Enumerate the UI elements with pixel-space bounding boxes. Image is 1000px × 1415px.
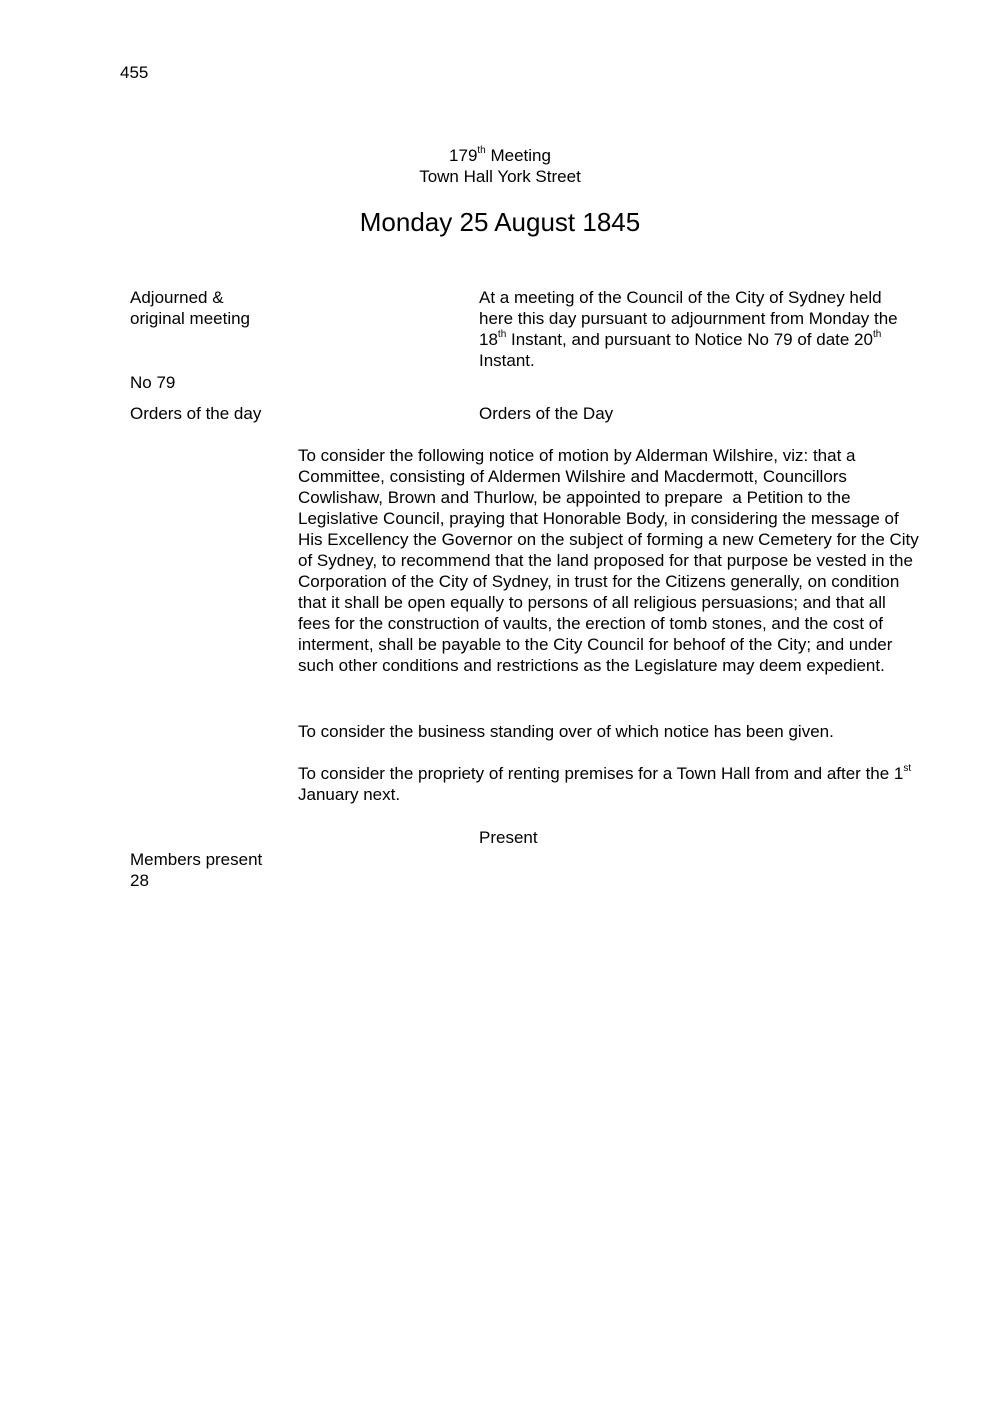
members-present-label: Members present [130, 850, 263, 869]
present-heading: Present [479, 828, 538, 847]
meeting-venue: Town Hall York Street [419, 167, 581, 186]
motion-paragraph: To consider the following notice of motion by Alderman Wilshire, viz: that a Committee, consisting of Aldermen Wilshire and Macdermott, Councillors Cowlishaw, Brown and Thurlow, be appointed to prepare a Petition to the Legislative Council, praying that Honorable Body, in considering the message of His Excellency the Governor on the subject of forming a new Cemetery for the City of Sydney, to recommend that the land proposed for that purpose be vested in the Corporation of the City of Sydney, in trust for the Citizens generally, on condition that it shall be open equally to persons of all religious persuasions; and that all fees for the construction of vaults, the erection of tomb stones, and the cost of interment, shall be payable to the City Council for behoof of the City; and under such other conditions and restrictions as the Legislature may deem expedient. [298, 446, 924, 675]
margin-note-adjourned-line1: Adjourned & [130, 288, 224, 307]
meeting-number-value: 179 [449, 146, 478, 165]
margin-note-adjourned [130, 287, 300, 329]
intro-paragraph [479, 287, 919, 371]
meeting-number-suffix: th [477, 145, 486, 157]
intro-text-2: Instant, and pursuant to Notice No 79 of date 20 [506, 330, 873, 349]
intro-text-1: At a meeting of the Council of the City of Sydney held here this day pursuant to adjournment from Monday the 18 [479, 288, 898, 349]
page-number: 455 [120, 63, 149, 82]
margin-note-adjourned-line2: original meeting [130, 309, 251, 328]
margin-note-notice-number: No 79 [130, 373, 176, 392]
intro-sup-1: th [497, 329, 507, 341]
meeting-number [0, 145, 1000, 166]
margin-note-orders: Orders of the day [130, 404, 262, 423]
town-hall-paragraph [298, 763, 920, 805]
meeting-date: Monday 25 August 1845 [359, 207, 641, 237]
town-hall-text-2: January next. [298, 785, 401, 804]
business-paragraph: To consider the business standing over of which notice has been given. [298, 722, 834, 741]
town-hall-sup: st [903, 763, 912, 775]
intro-text-3: Instant. [479, 351, 535, 370]
town-hall-text-1: To consider the propriety of renting premises for a Town Hall from and after the 1 [298, 764, 904, 783]
intro-sup-2: th [872, 329, 882, 341]
meeting-word: Meeting [490, 146, 551, 165]
margin-note-members-present [130, 849, 300, 891]
members-present-count: 28 [130, 871, 149, 890]
orders-heading: Orders of the Day [479, 404, 614, 423]
